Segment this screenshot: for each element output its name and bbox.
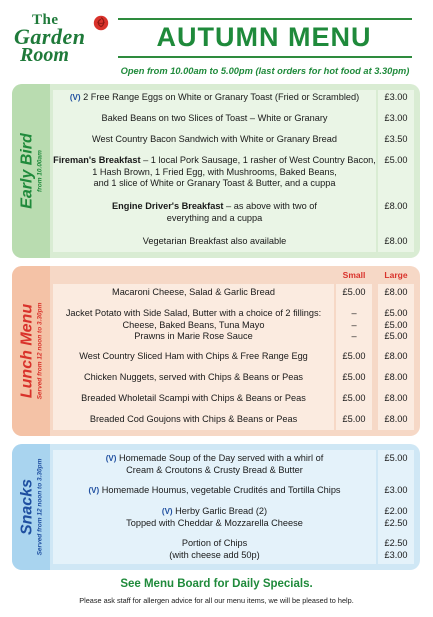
- large-price-column: [378, 284, 414, 430]
- price-large: £8.00: [384, 414, 408, 424]
- menu-item: Jacket Potato with Side Salad, Butter with a choice of 2 fillings: Cheese, Baked Beans, Tuna Mayo Prawns in Marie Rose Sauce: [65, 308, 322, 341]
- menu-item: Breaded Wholetail Scampi with Chips & Beans or Peas: [81, 393, 306, 403]
- logo: [10, 10, 110, 72]
- menu-item: (V) Homemade Houmus, vegetable Crudités and Tortilla Chips: [88, 485, 341, 495]
- price-small: £5.00: [342, 414, 366, 424]
- price-small: £5.00: [342, 287, 366, 297]
- lunch-menu-sidebar: [12, 266, 50, 436]
- early-bird-prices: [378, 90, 414, 252]
- price-small: –: [351, 308, 357, 318]
- price-small: –: [351, 319, 357, 330]
- menu-item: West Country Bacon Sandwich with White or Granary Bread: [92, 134, 337, 144]
- price: £3.00: [384, 485, 408, 495]
- page-title: AUTUMN MENU: [156, 22, 372, 52]
- title-rule-bottom: [118, 56, 412, 58]
- price: £8.00: [384, 236, 408, 246]
- snacks-sidebar: [12, 444, 50, 570]
- small-price-column: [336, 284, 372, 430]
- rose-icon: [92, 14, 110, 32]
- menu-item: (V) Homemade Soup of the Day served with a whirl of Cream & Croutons & Crusty Bread & Butter: [105, 453, 324, 475]
- early-bird-sidebar: [12, 84, 50, 258]
- price-small: £5.00: [342, 393, 366, 403]
- price: £2.50: [384, 517, 408, 528]
- snacks-sublabel: Served from 12 noon to 3.30pm: [36, 458, 44, 556]
- price-large: £5.00: [384, 319, 408, 330]
- price-large: £8.00: [384, 287, 408, 297]
- lunch-menu-sublabel: Served from 12 noon to 3.30pm: [36, 302, 44, 400]
- price-small: £5.00: [342, 351, 366, 361]
- menu-item: Portion of Chips (with cheese add 50p): [169, 538, 260, 560]
- price: £3.00: [384, 113, 408, 123]
- price: £3.50: [384, 134, 408, 144]
- snacks-items: [53, 450, 376, 564]
- price-small: –: [351, 331, 357, 341]
- allergen-note: Please ask staff for allergen advice for all our menu items, we will be pleased to help.: [79, 596, 354, 605]
- price: £3.00: [384, 549, 408, 560]
- menu-item: Baked Beans on two Slices of Toast – White or Granary: [101, 113, 328, 123]
- early-bird-label: Early Bird: [18, 133, 36, 209]
- price: £2.50: [384, 538, 408, 548]
- menu-item: Chicken Nuggets, served with Chips & Beans or Peas: [83, 372, 304, 382]
- menu-item: (V) Herby Garlic Bread (2) Topped with Cheddar & Mozzarella Cheese: [126, 506, 303, 528]
- snacks-label: Snacks: [18, 478, 36, 536]
- price-large: £8.00: [384, 393, 408, 403]
- price-large: £5.00: [384, 331, 408, 341]
- small-column-header: Small: [342, 270, 366, 280]
- early-bird-section: [12, 84, 420, 258]
- early-bird-items: [53, 90, 376, 252]
- menu-item: Breaded Cod Goujons with Chips & Beans or Peas: [89, 414, 298, 424]
- lunch-menu-section: [12, 266, 420, 436]
- snacks-prices: [378, 450, 414, 564]
- logo-text-the: The: [32, 12, 59, 28]
- menu-item: Engine Driver's Breakfast – as above with two of everything and a cuppa: [112, 201, 317, 223]
- logo-text-room: Room: [20, 44, 69, 66]
- title-rule-top: [118, 18, 412, 20]
- menu-item: Vegetarian Breakfast also available: [142, 236, 287, 246]
- price: £3.00: [384, 92, 408, 102]
- price: £2.00: [384, 506, 408, 516]
- daily-specials-note: See Menu Board for Daily Specials.: [120, 578, 313, 590]
- menu-item: Fireman's Breakfast – 1 local Pork Sausage, 1 rasher of West Country Bacon, 1 Hash Brown, 1 Fried Egg, with Mushrooms, Baked Beans, and 1 slice of White or Granary Toast & Butter, and a cuppa: [53, 155, 376, 188]
- large-column-header: Large: [384, 270, 408, 280]
- price: £5.00: [384, 453, 408, 463]
- price: £8.00: [384, 201, 408, 211]
- price-large: £5.00: [384, 308, 408, 318]
- menu-item: West Country Sliced Ham with Chips & Free Range Egg: [79, 351, 308, 361]
- price-large: £8.00: [384, 351, 408, 361]
- snacks-section: [12, 444, 420, 570]
- price-large: £8.00: [384, 372, 408, 382]
- price: £5.00: [384, 155, 408, 165]
- menu-item: (V) 2 Free Range Eggs on White or Granary Toast (Fried or Scrambled): [69, 92, 360, 102]
- early-bird-sublabel: from 10.00am: [36, 150, 44, 192]
- lunch-menu-items: [53, 284, 334, 430]
- logo-text-garden: Garden: [14, 24, 86, 49]
- menu-item: Macaroni Cheese, Salad & Garlic Bread: [112, 287, 275, 297]
- lunch-menu-label: Lunch Menu: [18, 303, 36, 399]
- opening-hours: Open from 10.00am to 5.00pm (last orders for hot food at 3.30pm): [120, 66, 410, 76]
- price-small: £5.00: [342, 372, 366, 382]
